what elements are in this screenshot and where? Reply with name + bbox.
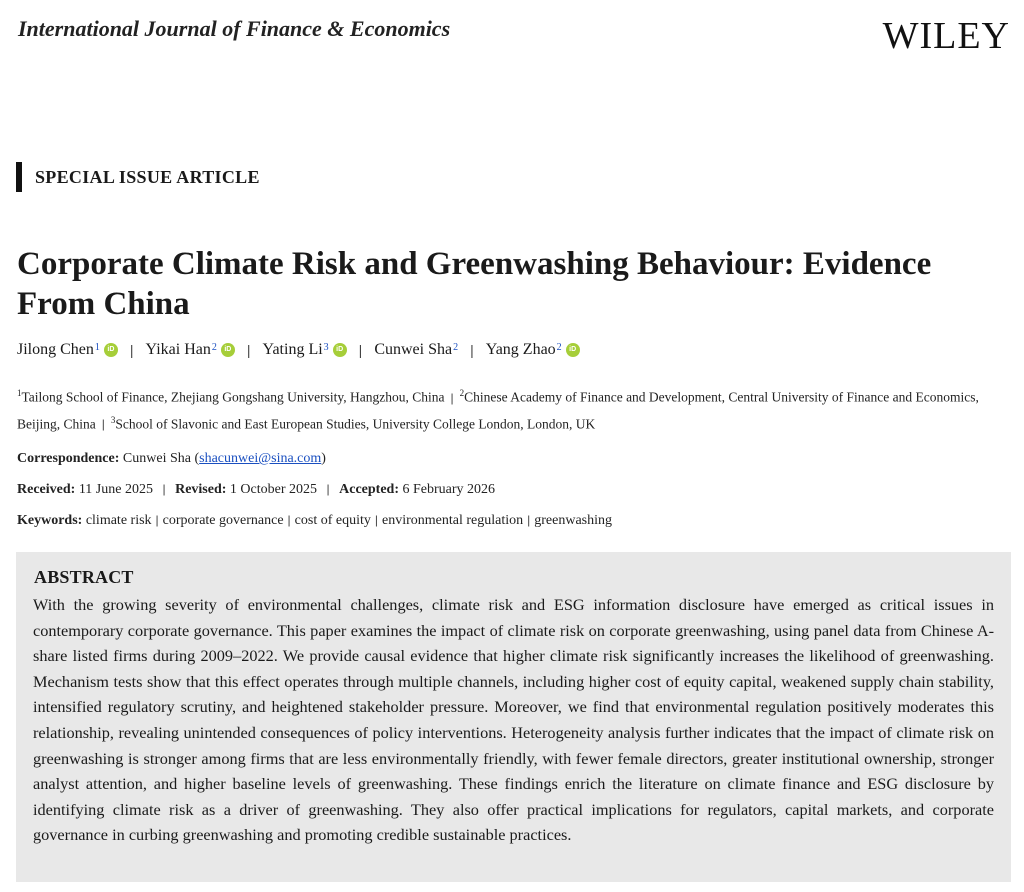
keyword-separator: | [155, 513, 159, 527]
article-title: Corporate Climate Risk and Greenwashing Behaviour: Evidence From China [17, 246, 932, 322]
keywords [17, 513, 612, 529]
affiliation-marker: 1 [94, 342, 100, 353]
affiliation-marker: 3 [323, 342, 329, 353]
affiliation-number: 3 [110, 414, 116, 425]
author[interactable] [486, 341, 580, 359]
date-separator: | [326, 482, 330, 496]
affiliation-text: School of Slavonic and East European Studies, University College London, London, UK [115, 416, 596, 431]
article-type-label: SPECIAL ISSUE ARTICLE [35, 166, 260, 187]
abstract-heading: ABSTRACT [34, 567, 134, 587]
abstract-box [16, 552, 1011, 882]
revised-date: 1 October 2025 [229, 482, 318, 497]
author-name[interactable]: Cunwei Sha [374, 341, 453, 358]
keyword[interactable]: cost of equity [294, 513, 371, 528]
author[interactable] [17, 341, 118, 359]
author-separator: | [246, 342, 251, 358]
affiliation-number: 2 [459, 388, 465, 398]
author-name[interactable]: Yikai Han [145, 341, 211, 358]
keyword-separator: | [527, 513, 531, 527]
affiliation-separator: | [450, 390, 454, 405]
orcid-icon[interactable]: iD [221, 343, 235, 357]
correspondence: Correspondence: Cunwei Sha (shacunwei@sina.com) [17, 451, 326, 466]
keyword-separator: | [374, 513, 378, 527]
keyword[interactable]: corporate governance [162, 513, 284, 528]
keyword-separator: | [287, 513, 291, 527]
orcid-icon[interactable]: iD [333, 343, 347, 357]
article-type-bar [16, 162, 22, 192]
publisher-logo: WILEY [882, 15, 1010, 57]
affiliation-separator: | [101, 417, 105, 431]
received-date: 11 June 2025 [78, 482, 153, 497]
abstract-text: With the growing severity of environmental challenges, climate risk and ESG information disclosure have emerged as critical issues in contemporary corporate governance. This paper examines the impact of climate risk on corporate greenwashing, using panel data from Chinese A-share listed firms during 2009–2022. We provide causal evidence that higher climate risk significantly increases the likelihood of greenwashing. Mechanism tests show that this effect operates through multiple channels, including higher cost of equity capital, weakened supply chain stability, intensified regulatory scrutiny, and heightened stakeholder pressure. Moreover, we find that environmental regulation positively moderates this relationship, revealing unintended consequences of policy interventions. Heterogeneity analysis further indicates that the impact of climate risk on greenwashing is stronger among firms that are less environmentally friendly, with fewer female directors, greater institutional ownership, stronger analyst attention, and higher baseline levels of greenwashing. These findings enrich the literature on climate finance and ESG disclosure by identifying climate risk as a driver of greenwashing. They also offer practical implications for regulators, capital markets, and corporate governance in curbing greenwashing and promoting credible sustainable practices. [33, 595, 994, 845]
date-separator: | [162, 482, 166, 496]
affiliation-marker: 2 [211, 342, 217, 353]
author-list [17, 341, 580, 359]
orcid-icon[interactable]: iD [104, 343, 118, 357]
author[interactable] [146, 341, 235, 359]
correspondence-label: Correspondence: [17, 451, 120, 466]
keyword[interactable]: environmental regulation [382, 513, 524, 528]
affiliation-text: Chinese Academy of Finance and Development, Central University of Finance and Economics, Beijing, China [17, 389, 979, 431]
journal-title: International Journal of Finance & Economics [18, 16, 451, 41]
orcid-icon[interactable]: iD [566, 343, 580, 357]
author-separator: | [129, 342, 134, 358]
keyword[interactable]: climate risk [85, 513, 152, 528]
correspondence-email-link[interactable]: shacunwei@sina.com [199, 451, 322, 466]
affiliation-marker: 2 [556, 342, 562, 353]
author-name[interactable]: Jilong Chen [17, 341, 94, 358]
keywords-label: Keywords: [17, 513, 83, 528]
article-type [16, 162, 260, 192]
revised-label: Revised: [175, 482, 227, 497]
author-separator: | [470, 342, 474, 358]
affiliation-number: 1 [17, 388, 22, 398]
keyword[interactable]: greenwashing [534, 513, 613, 528]
accepted-date: 6 February 2026 [402, 482, 496, 497]
affiliations [17, 382, 1007, 435]
affiliation-text: Tailong School of Finance, Zhejiang Gongshang University, Hangzhou, China [21, 389, 445, 405]
accepted-label: Accepted: [339, 482, 400, 497]
article-dates [17, 482, 495, 498]
author[interactable] [263, 341, 347, 359]
affiliation-marker: 2 [453, 342, 459, 353]
author-separator: | [358, 342, 363, 358]
received-label: Received: [17, 482, 76, 497]
author[interactable] [374, 341, 458, 359]
correspondence-name: Cunwei Sha [122, 451, 191, 466]
author-name[interactable]: Yating Li [262, 341, 323, 358]
author-name[interactable]: Yang Zhao [485, 341, 556, 358]
